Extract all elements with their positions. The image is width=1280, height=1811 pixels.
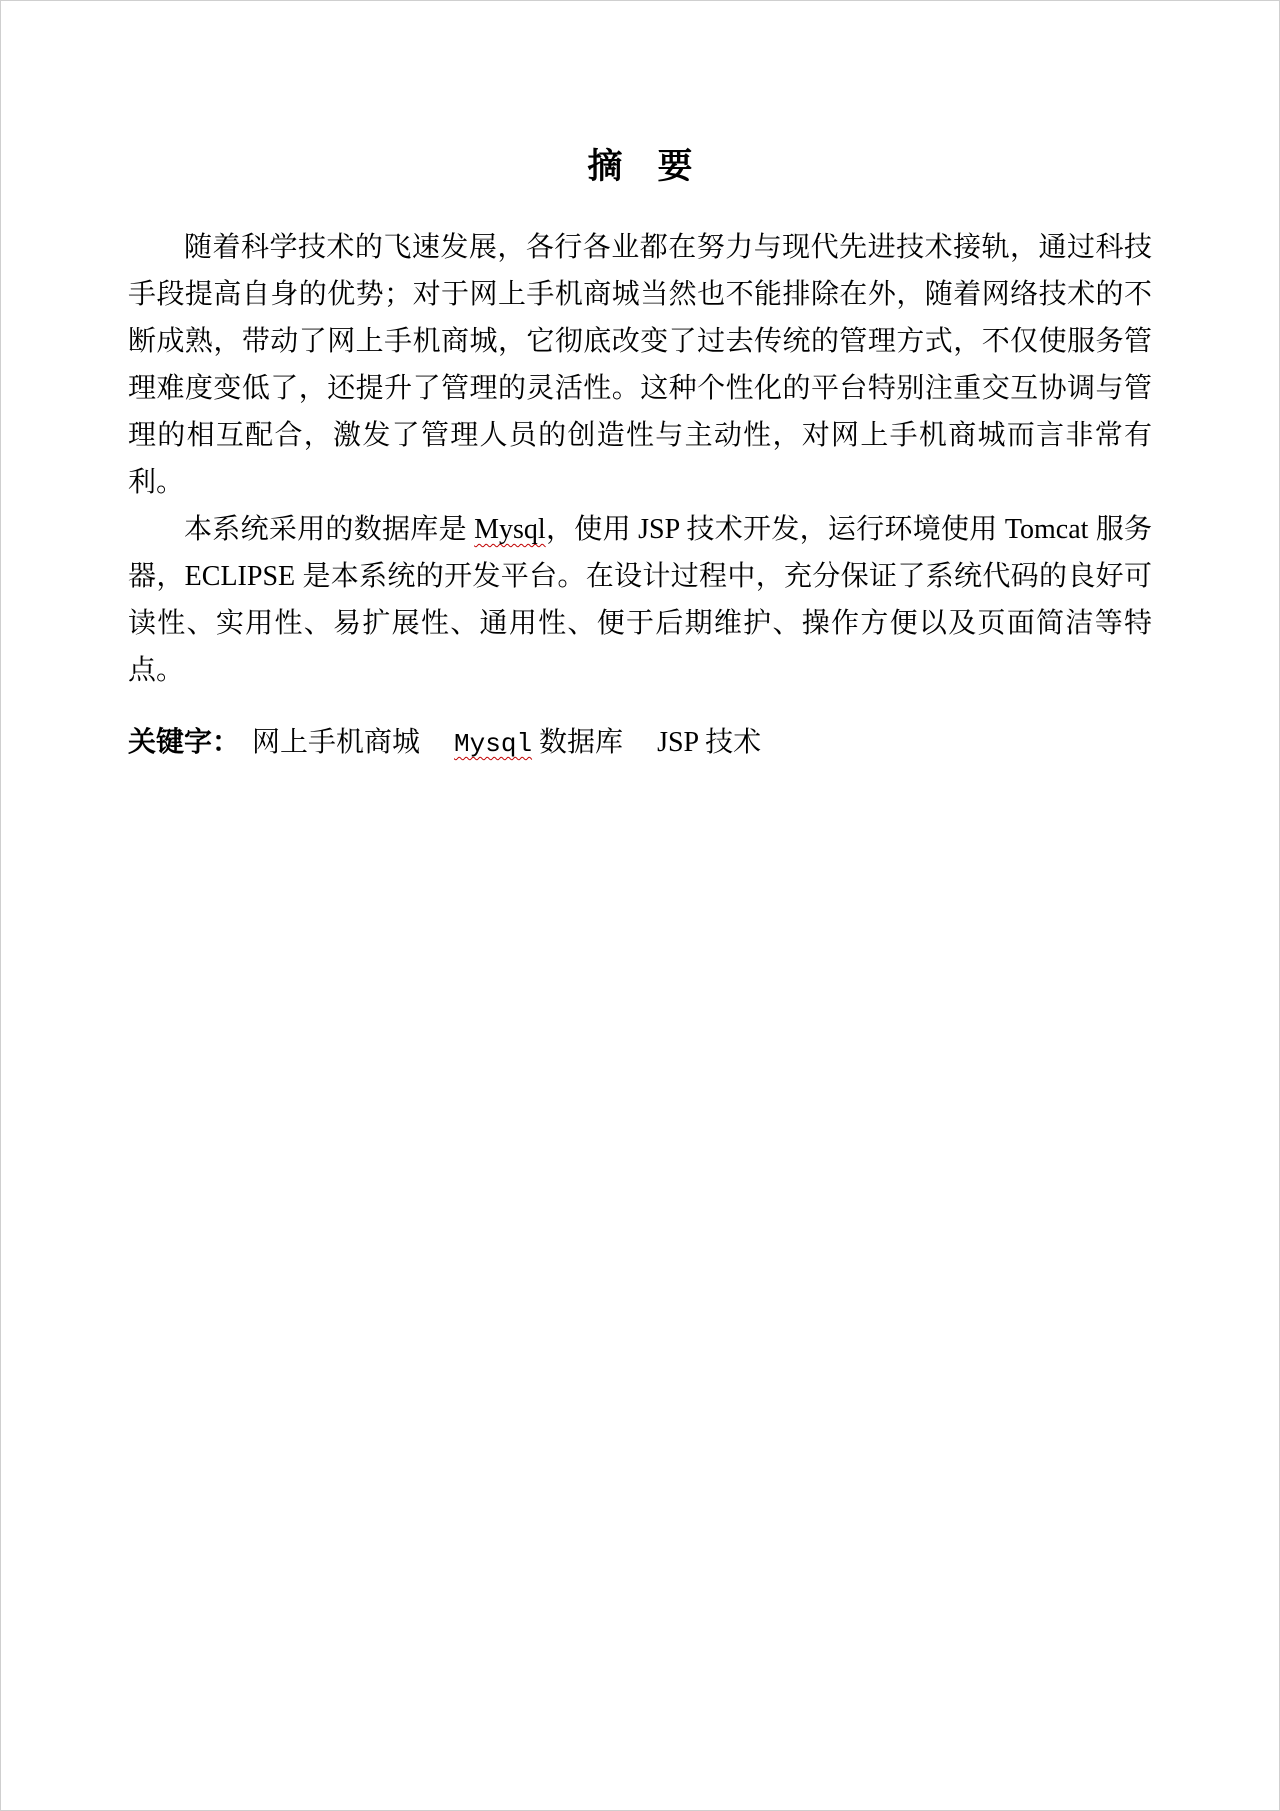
abstract-title: 摘 要 <box>587 147 693 186</box>
keyword-jsp-technology: JSP 技术 <box>657 727 762 758</box>
abstract-paragraph-1: 随着科学技术的飞速发展，各行各业都在努力与现代先进技术接轨，通过科技手段提高自身的优势；对于网上手机商城当然也不能排除在外，随着网络技术的不断成熟，带动了网上手机商城，它彻底改变了过去传统的管理方式，不仅使服务管理难度变低了，还提升了管理的灵活性。这种个性化的平台特别注重交互协调与管理的相互配合，激发了管理人员的创造性与主动性，对网上手机商城而言非常有利。 <box>128 232 1152 498</box>
keyword-database-suffix: 数据库 <box>532 727 624 758</box>
paragraph-2-segment-1: 本系统采用的数据库是 <box>184 514 475 545</box>
paragraph-2-segment-2: ，使用 JSP 技术开发，运行环境使用 Tomcat 服务器，ECLIPSE 是本系统的开发平台。在设计过程中，充分保证了系统代码的良好可读性、实用性、易扩展性、通用性、便于后期维护、操作方便以及页面简洁等特点。 <box>128 514 1152 686</box>
keyword-online-phone-mall: 网上手机商城 <box>252 727 421 758</box>
abstract-paragraph-2 <box>128 506 1152 694</box>
misspelled-word-mysql-keyword: Mysql <box>454 729 533 759</box>
misspelled-word-mysql: Mysql <box>474 514 546 545</box>
keywords-line <box>128 718 1152 768</box>
keywords-label: 关键字： <box>128 726 241 757</box>
keyword-mysql-database <box>454 727 623 758</box>
